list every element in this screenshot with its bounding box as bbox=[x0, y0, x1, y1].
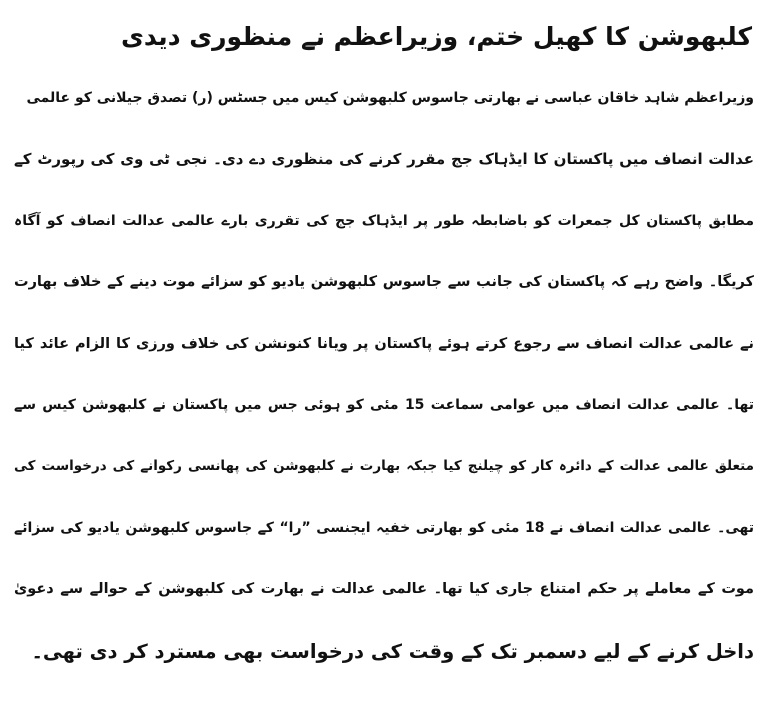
article-body-line: تھا۔ عالمی عدالت انصاف میں عوامی سماعت 15 مئی کو ہوئی جس میں پاکستان نے کلبھوشن کیس سے bbox=[14, 396, 754, 413]
article-body-line: کریگا۔ واضح رہے کہ پاکستان کی جانب سے جاسوس کلبھوشن یادیو کو سزائے موت دینے کے خلاف بھارت bbox=[14, 274, 754, 291]
article-body-line: داخل کرنے کے لیے دسمبر تک کے وقت کی درخواست بھی مسترد کر دی تھی۔ bbox=[31, 639, 754, 663]
article-body-line: وزیراعظم شاہد خاقان عباسی نے بھارتی جاسوس کلبھوشن کیس میں جسٹس (ر) تصدق جیلانی کو عالمی bbox=[26, 90, 754, 106]
article-body-line: نے عالمی عدالت انصاف سے رجوع کرتے ہوئے پاکستان پر ویانا کنونشن کی خلاف ورزی کا الزام عائد کیا bbox=[14, 335, 754, 352]
news-article bbox=[14, 14, 754, 682]
article-body-line: موت کے معاملے پر حکم امتناع جاری کیا تھا۔ عالمی عدالت نے بھارت کی کلبھوشن کے حوالے سے دعویٰ bbox=[14, 581, 754, 598]
article-body bbox=[14, 68, 754, 682]
article-body-line: عدالت انصاف میں پاکستان کا ایڈہاک جج مقرر کرنے کی منظوری دے دی۔ نجی ٹی وی کی رپورٹ کے bbox=[14, 150, 754, 169]
article-body-line: تھی۔ عالمی عدالت انصاف نے 18 مئی کو بھارتی خفیہ ایجنسی ”را“ کے جاسوس کلبھوشن یادیو کی سزائے bbox=[14, 519, 754, 536]
article-body-line: مطابق پاکستان کل جمعرات کو باضابطہ طور پر ایڈہاک جج کی تقرری بارے عالمی عدالت انصاف کو آگاہ bbox=[14, 212, 754, 229]
article-body-line: متعلق عالمی عدالت کے دائرہ کار کو چیلنج کیا جبکہ بھارت نے کلبھوشن کی پھانسی رکوانے کی درخواست کی bbox=[14, 458, 754, 475]
article-headline: کلبھوشن کا کھیل ختم، وزیراعظم نے منظوری دیدی bbox=[120, 22, 752, 51]
